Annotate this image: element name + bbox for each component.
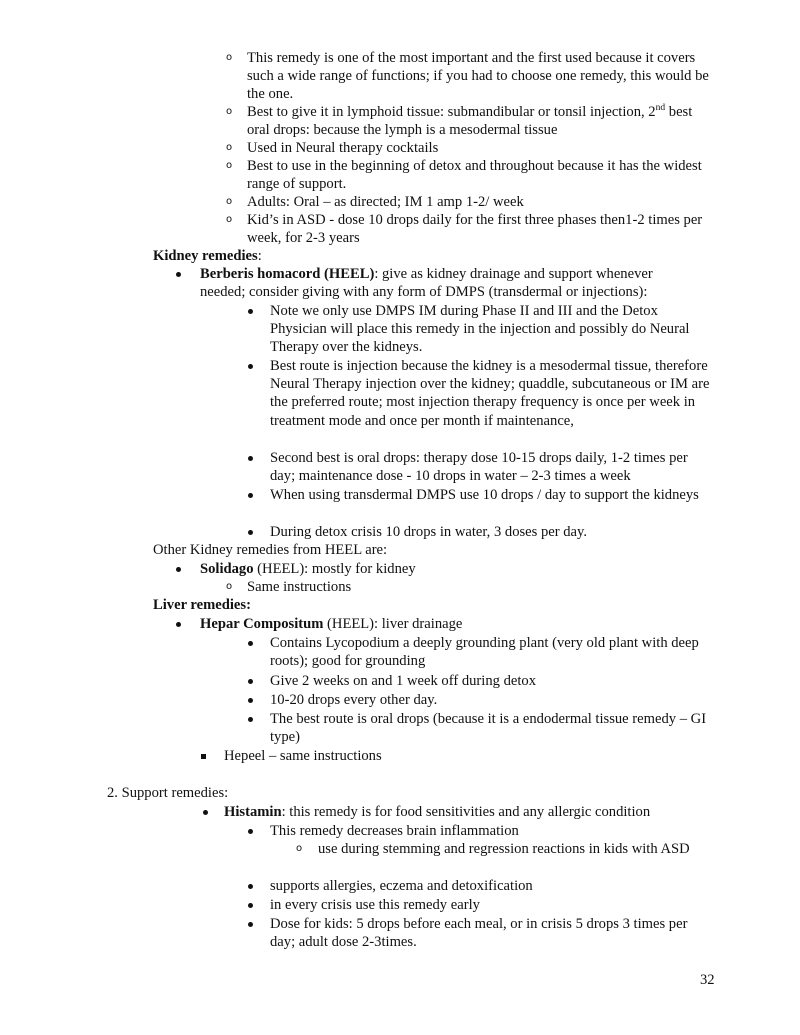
bullet-marker: [248, 641, 253, 646]
bullet-marker: [248, 903, 253, 908]
list-item-solidago: Solidago (HEEL): mostly for kidney: [200, 561, 416, 577]
list-item: Give 2 weeks on and 1 week off during detox: [270, 673, 537, 689]
list-item-berberis: Berberis homacord (HEEL): give as kidney drainage and support whenever needed; consider giving with any form of DMPS (transdermal or injections):: [200, 266, 653, 301]
list-item: Best route is injection because the kidney is a mesodermal tissue, therefore Neural Therapy injection over the kidney; quaddle, subcutaneous or IM are the preferred route; most injection therapy frequency is once per week in treatment mode and once per month if maintenance,: [270, 358, 710, 429]
list-item: This remedy decreases brain inflammation: [270, 823, 519, 839]
page-number: 32: [700, 972, 715, 988]
list-item: Best to use in the beginning of detox and throughout because it has the widest range of support.: [247, 158, 702, 193]
list-item: Dose for kids: 5 drops before each meal, or in crisis 5 drops 3 times per day; adult dose 2-3times.: [270, 916, 688, 951]
list-item: in every crisis use this remedy early: [270, 897, 480, 913]
bullet-marker: [248, 679, 253, 684]
list-item: The best route is oral drops (because it is a endodermal tissue remedy – GI type): [270, 711, 707, 746]
section-heading-support: 2. Support remedies:: [107, 785, 229, 801]
list-item: use during stemming and regression reactions in kids with ASD: [318, 841, 690, 857]
bullet-marker: [248, 456, 253, 461]
list-item: Adults: Oral – as directed; IM 1 amp 1-2/ week: [247, 194, 524, 210]
list-item-hepar: Hepar Compositum (HEEL): liver drainage: [200, 616, 463, 632]
list-item: Note we only use DMPS IM during Phase II and III and the Detox Physician will place this remedy in the injection and possibly do Neural Therapy over the kidneys.: [270, 303, 690, 356]
paragraph-other-kidney: Other Kidney remedies from HEEL are:: [153, 542, 388, 558]
list-marker: o: [226, 106, 233, 117]
list-marker: o: [226, 581, 233, 592]
list-marker: o: [226, 52, 233, 63]
list-marker: o: [226, 160, 233, 171]
list-item: Best to give it in lymphoid tissue: submandibular or tonsil injection, 2nd best oral drops: because the lymph is a mesodermal tissue: [247, 103, 693, 139]
list-item: During detox crisis 10 drops in water, 3 doses per day.: [270, 524, 588, 540]
list-item: Kid’s in ASD - dose 10 drops daily for the first three phases then1-2 times per week, for 2-3 years: [247, 212, 703, 247]
bullet-marker: [248, 698, 253, 703]
bullet-marker: [248, 530, 253, 535]
bullet-marker: [248, 309, 253, 314]
list-item: 10-20 drops every other day.: [270, 692, 438, 708]
list-item: When using transdermal DMPS use 10 drops / day to support the kidneys: [270, 487, 699, 503]
list-marker: o: [226, 142, 233, 153]
bullet-marker: [248, 493, 253, 498]
bullet-marker: [248, 922, 253, 927]
section-heading-kidney: Kidney remedies:: [153, 248, 262, 264]
bullet-marker: [248, 829, 253, 834]
bullet-marker: [248, 364, 253, 369]
list-item: Used in Neural therapy cocktails: [247, 140, 439, 156]
section-heading-liver: Liver remedies:: [153, 597, 251, 613]
bullet-marker: [176, 567, 181, 572]
square-bullet-marker: [201, 754, 206, 759]
bullet-marker: [203, 810, 208, 815]
bullet-marker: [176, 272, 181, 277]
list-item: Contains Lycopodium a deeply grounding plant (very old plant with deep roots); good for grounding: [270, 635, 699, 670]
list-marker: o: [226, 214, 233, 225]
list-marker: o: [296, 843, 303, 854]
list-item: supports allergies, eczema and detoxification: [270, 878, 533, 894]
list-item-histamin: Histamin: this remedy is for food sensitivities and any allergic condition: [224, 804, 651, 820]
list-item: This remedy is one of the most important and the first used because it covers such a wide range of functions; if you had to choose one remedy, this would be the one.: [247, 50, 709, 103]
bullet-marker: [248, 884, 253, 889]
bullet-marker: [176, 622, 181, 627]
list-item-hepeel: Hepeel – same instructions: [224, 748, 382, 764]
bullet-marker: [248, 717, 253, 722]
list-item: Second best is oral drops: therapy dose 10-15 drops daily, 1-2 times per day; maintenance dose - 10 drops in water – 2-3 times a week: [270, 450, 688, 485]
list-marker: o: [226, 196, 233, 207]
list-item: Same instructions: [247, 579, 352, 595]
